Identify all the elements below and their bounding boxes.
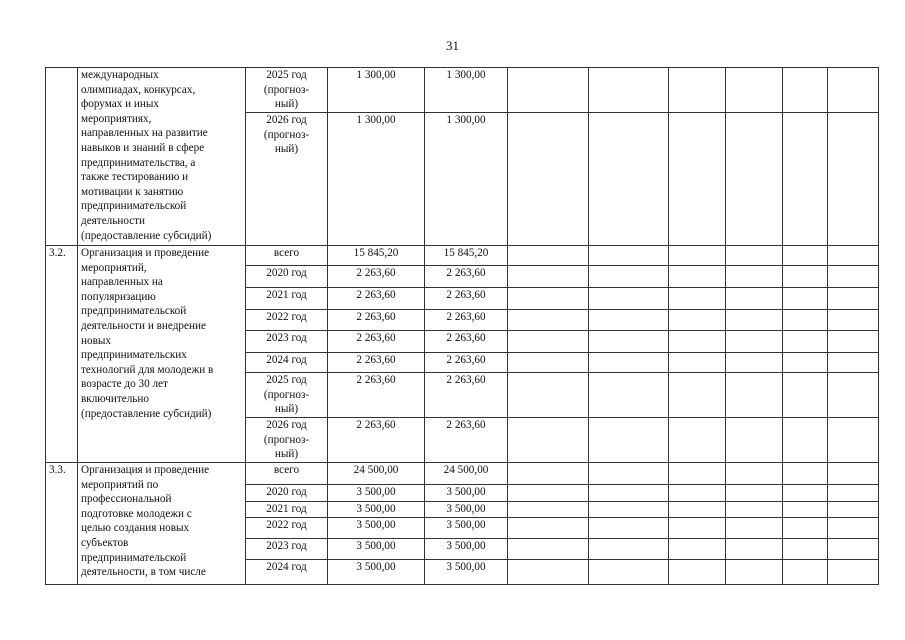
period-line: 2023 год <box>266 332 307 344</box>
empty-cell <box>726 113 783 246</box>
period-cell <box>246 463 328 485</box>
description-line: технологий для молодежи в <box>81 363 214 376</box>
description-line: деятельности <box>81 214 146 227</box>
empty-cell <box>828 331 879 353</box>
description-line: предпринимательской <box>81 551 187 564</box>
empty-cell <box>508 518 589 539</box>
empty-cell <box>589 113 669 246</box>
empty-cell <box>589 502 669 518</box>
empty-cell <box>828 560 879 585</box>
empty-cell <box>589 288 669 310</box>
description-line: (предоставление субсидий) <box>81 229 212 242</box>
amount-total-cell: 24 500,00 <box>328 463 425 485</box>
empty-cell <box>508 310 589 331</box>
empty-cell <box>828 502 879 518</box>
empty-cell <box>669 373 726 418</box>
period-line: ный) <box>274 143 299 156</box>
empty-cell <box>783 502 828 518</box>
empty-cell <box>783 518 828 539</box>
item-number: 3.2. <box>46 246 78 463</box>
empty-cell <box>783 560 828 585</box>
empty-cell <box>589 539 669 560</box>
period-cell <box>246 68 328 113</box>
empty-cell <box>828 353 879 373</box>
empty-cell <box>508 539 589 560</box>
period-cell <box>246 485 328 502</box>
amount-total-cell: 2 263,60 <box>328 288 425 310</box>
period-line: 2024 год <box>266 354 307 366</box>
empty-cell <box>508 353 589 373</box>
description-line: деятельности, в том числе <box>81 566 206 579</box>
empty-cell <box>508 485 589 502</box>
description-line: включительно <box>81 392 149 405</box>
empty-cell <box>726 266 783 288</box>
description-line: предпринимательской <box>81 200 187 213</box>
amount-total-cell: 2 263,60 <box>328 266 425 288</box>
empty-cell <box>669 266 726 288</box>
empty-cell <box>828 518 879 539</box>
description-line: (предоставление субсидий) <box>81 407 212 420</box>
period-line: 2024 год <box>266 561 307 573</box>
page-number: 31 <box>446 38 459 53</box>
amount-total-cell: 1 300,00 <box>328 68 425 113</box>
description-line: новых <box>81 334 111 347</box>
empty-cell <box>783 331 828 353</box>
period-cell <box>246 353 328 373</box>
period-line: (прогноз- <box>263 128 310 141</box>
empty-cell <box>726 560 783 585</box>
period-line: ный) <box>274 403 299 416</box>
empty-cell <box>589 68 669 113</box>
empty-cell <box>669 539 726 560</box>
empty-cell <box>828 288 879 310</box>
amount-total-cell: 3 500,00 <box>328 502 425 518</box>
empty-cell <box>783 68 828 113</box>
amount-total-cell: 2 263,60 <box>328 310 425 331</box>
empty-cell <box>669 288 726 310</box>
description-line: также тестированию и <box>81 171 189 184</box>
period-line: 2021 год <box>266 503 307 515</box>
description-line: мероприятиях, <box>81 112 152 125</box>
amount-budget-cell: 2 263,60 <box>425 353 508 373</box>
amount-budget-cell: 3 500,00 <box>425 539 508 560</box>
empty-cell <box>508 113 589 246</box>
empty-cell <box>589 463 669 485</box>
empty-cell <box>669 331 726 353</box>
table-row <box>46 463 879 485</box>
empty-cell <box>726 331 783 353</box>
empty-cell <box>508 463 589 485</box>
empty-cell <box>783 485 828 502</box>
empty-cell <box>828 463 879 485</box>
empty-cell <box>589 518 669 539</box>
period-cell <box>246 113 328 246</box>
empty-cell <box>726 353 783 373</box>
empty-cell <box>726 539 783 560</box>
description-line: мероприятий по <box>81 478 159 491</box>
empty-cell <box>508 331 589 353</box>
description-line: предпринимательства, а <box>81 156 196 169</box>
amount-budget-cell: 15 845,20 <box>425 246 508 266</box>
period-line: ный) <box>274 448 299 461</box>
empty-cell <box>508 418 589 463</box>
amount-budget-cell: 24 500,00 <box>425 463 508 485</box>
period-line: 2021 год <box>266 289 307 301</box>
description-line: форумах и иных <box>81 98 159 111</box>
amount-budget-cell: 2 263,60 <box>425 310 508 331</box>
empty-cell <box>783 463 828 485</box>
period-line: 2025 год <box>266 374 307 386</box>
period-line: ный) <box>274 98 299 111</box>
period-cell <box>246 502 328 518</box>
description-line: деятельности и внедрение <box>81 319 206 332</box>
amount-total-cell: 2 263,60 <box>328 373 425 418</box>
description-line: предпринимательских <box>81 349 187 362</box>
period-cell <box>246 288 328 310</box>
empty-cell <box>508 246 589 266</box>
empty-cell <box>726 310 783 331</box>
empty-cell <box>589 560 669 585</box>
empty-cell <box>783 310 828 331</box>
amount-total-cell: 15 845,20 <box>328 246 425 266</box>
period-cell <box>246 518 328 539</box>
amount-total-cell: 2 263,60 <box>328 418 425 463</box>
period-cell <box>246 418 328 463</box>
empty-cell <box>508 502 589 518</box>
empty-cell <box>669 418 726 463</box>
description-line: мотивации к занятию <box>81 185 184 198</box>
empty-cell <box>589 485 669 502</box>
empty-cell <box>783 113 828 246</box>
empty-cell <box>783 288 828 310</box>
period-cell <box>246 560 328 585</box>
empty-cell <box>828 485 879 502</box>
empty-cell <box>508 266 589 288</box>
empty-cell <box>589 353 669 373</box>
table-row <box>46 68 879 113</box>
description-line: Организация и проведение <box>81 247 210 259</box>
empty-cell <box>783 246 828 266</box>
item-description <box>78 463 246 585</box>
empty-cell <box>669 518 726 539</box>
amount-budget-cell: 3 500,00 <box>425 518 508 539</box>
empty-cell <box>589 418 669 463</box>
amount-budget-cell: 2 263,60 <box>425 331 508 353</box>
empty-cell <box>508 560 589 585</box>
period-cell <box>246 246 328 266</box>
empty-cell <box>828 310 879 331</box>
period-line: (прогноз- <box>263 388 310 401</box>
period-line: 2026 год <box>266 419 307 431</box>
amount-budget-cell: 2 263,60 <box>425 418 508 463</box>
period-line: 2020 год <box>266 486 307 498</box>
empty-cell <box>783 539 828 560</box>
empty-cell <box>726 246 783 266</box>
empty-cell <box>726 373 783 418</box>
period-cell <box>246 539 328 560</box>
empty-cell <box>669 353 726 373</box>
empty-cell <box>726 68 783 113</box>
description-line: популяризацию <box>81 290 156 303</box>
amount-budget-cell: 1 300,00 <box>425 113 508 246</box>
amount-budget-cell: 3 500,00 <box>425 502 508 518</box>
table-body <box>46 68 879 585</box>
empty-cell <box>508 68 589 113</box>
period-cell <box>246 266 328 288</box>
description-line: олимпиадах, конкурсах, <box>81 83 196 96</box>
amount-total-cell: 2 263,60 <box>328 353 425 373</box>
period-line: (прогноз- <box>263 433 310 446</box>
description-line: мероприятий, <box>81 261 147 274</box>
empty-cell <box>726 502 783 518</box>
item-number <box>46 68 78 246</box>
description-line: целью создания новых <box>81 522 190 535</box>
description-line: Организация и проведение <box>81 464 210 476</box>
description-line: подготовке молодежи с <box>81 507 192 520</box>
period-line: всего <box>273 247 300 259</box>
empty-cell <box>726 463 783 485</box>
empty-cell <box>669 246 726 266</box>
empty-cell <box>669 485 726 502</box>
amount-budget-cell: 2 263,60 <box>425 373 508 418</box>
amount-total-cell: 3 500,00 <box>328 485 425 502</box>
amount-total-cell: 3 500,00 <box>328 560 425 585</box>
description-line: навыков и знаний в сфере <box>81 141 205 154</box>
empty-cell <box>669 68 726 113</box>
period-line: всего <box>273 464 300 476</box>
empty-cell <box>726 418 783 463</box>
amount-budget-cell: 2 263,60 <box>425 266 508 288</box>
empty-cell <box>828 113 879 246</box>
empty-cell <box>589 310 669 331</box>
empty-cell <box>783 266 828 288</box>
empty-cell <box>669 113 726 246</box>
empty-cell <box>669 310 726 331</box>
empty-cell <box>828 266 879 288</box>
period-line: 2025 год <box>266 69 307 81</box>
empty-cell <box>669 560 726 585</box>
description-line: субъектов <box>81 536 129 549</box>
amount-total-cell: 3 500,00 <box>328 518 425 539</box>
description-line: направленных на развитие <box>81 127 208 140</box>
period-cell <box>246 331 328 353</box>
empty-cell <box>828 246 879 266</box>
amount-budget-cell: 3 500,00 <box>425 560 508 585</box>
period-line: 2020 год <box>266 267 307 279</box>
empty-cell <box>669 463 726 485</box>
period-cell <box>246 373 328 418</box>
empty-cell <box>783 353 828 373</box>
description-line: возрасте до 30 лет <box>81 378 168 391</box>
empty-cell <box>669 502 726 518</box>
period-line: 2022 год <box>266 311 307 323</box>
empty-cell <box>589 246 669 266</box>
period-line: 2022 год <box>266 519 307 531</box>
amount-total-cell: 3 500,00 <box>328 539 425 560</box>
item-description <box>78 68 246 246</box>
empty-cell <box>828 418 879 463</box>
budget-table <box>45 67 879 585</box>
item-number: 3.3. <box>46 463 78 585</box>
description-line: международных <box>81 69 159 81</box>
amount-budget-cell: 2 263,60 <box>425 288 508 310</box>
empty-cell <box>828 68 879 113</box>
period-line: (прогноз- <box>263 83 310 96</box>
empty-cell <box>589 373 669 418</box>
empty-cell <box>783 373 828 418</box>
description-line: направленных на <box>81 276 163 289</box>
empty-cell <box>783 418 828 463</box>
empty-cell <box>828 539 879 560</box>
table-row <box>46 246 879 266</box>
empty-cell <box>828 373 879 418</box>
empty-cell <box>726 485 783 502</box>
period-line: 2026 год <box>266 114 307 126</box>
description-line: предпринимательской <box>81 305 187 318</box>
period-cell <box>246 310 328 331</box>
empty-cell <box>508 373 589 418</box>
empty-cell <box>589 266 669 288</box>
item-description <box>78 246 246 463</box>
amount-total-cell: 1 300,00 <box>328 113 425 246</box>
period-line: 2023 год <box>266 540 307 552</box>
amount-budget-cell: 3 500,00 <box>425 485 508 502</box>
amount-budget-cell: 1 300,00 <box>425 68 508 113</box>
empty-cell <box>508 288 589 310</box>
empty-cell <box>589 331 669 353</box>
empty-cell <box>726 288 783 310</box>
description-line: профессиональной <box>81 493 172 506</box>
empty-cell <box>726 518 783 539</box>
amount-total-cell: 2 263,60 <box>328 331 425 353</box>
